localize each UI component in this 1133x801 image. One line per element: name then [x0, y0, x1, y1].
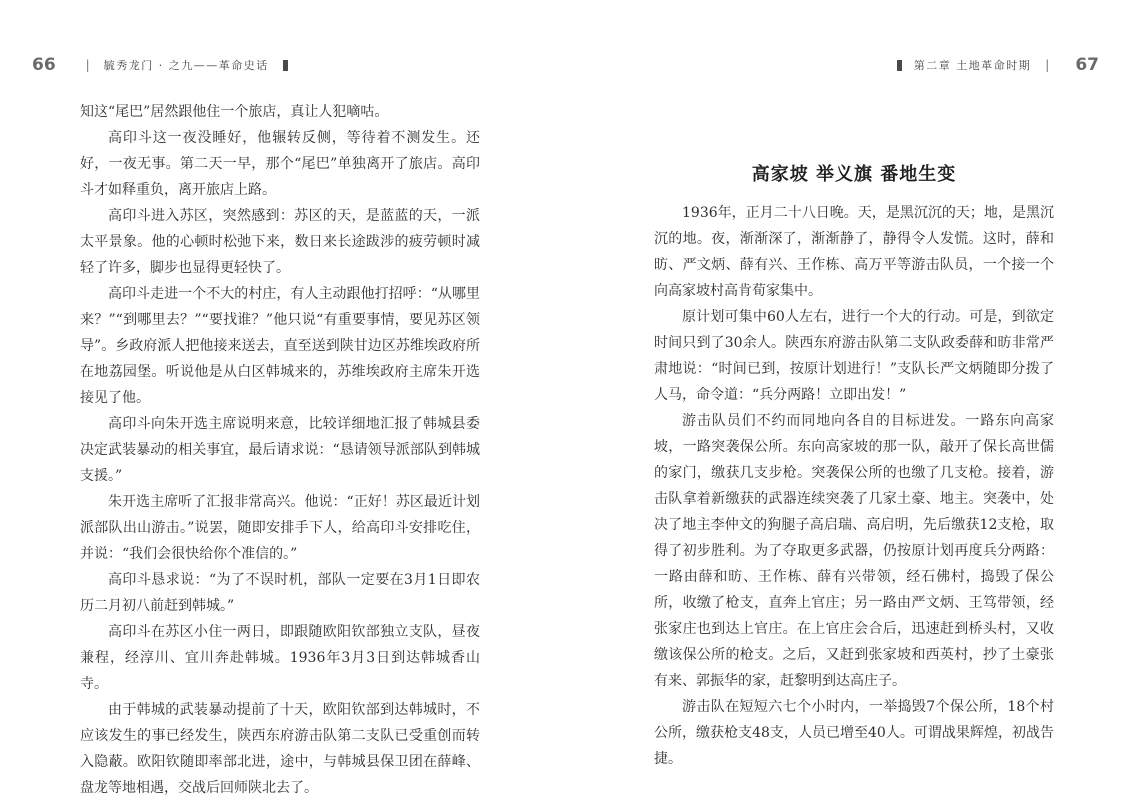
- left-paragraph-5: 高印斗向朱开选主席说明来意，比较详细地汇报了韩城县委决定武装暴动的相关事宜，最后请求说：“恳请领导派部队到韩城支援。”: [80, 416, 480, 484]
- right-running-head: [897, 54, 1099, 76]
- left-paragraph-6: 朱开选主席听了汇报非常高兴。他说：“正好！苏区最近计划派部队出山游击。”说罢，随即安排手下人，给高印斗安排吃住，并说：“我们会很快给你个准信的。”: [80, 494, 480, 562]
- left-paragraph-7: 高印斗恳求说：“为了不误时机，部队一定要在3月1日即农历二月初八前赶到韩城。”: [80, 572, 480, 614]
- left-paragraph-1: 知这“尾巴”居然跟他住一个旅店，真让人犯嘀咕。: [80, 104, 389, 120]
- right-paragraph-4: 游击队在短短六七个小时内，一举捣毁7个保公所，18个村公所，缴获枪支48支，人员已增至40人。可谓战果辉煌，初战告捷。: [654, 699, 1054, 767]
- chapter-title: 高家坡 举义旗 番地生变: [751, 164, 957, 185]
- right-header-separator: |: [1045, 58, 1050, 72]
- right-paragraph-2: 原计划可集中60人左右，进行一个大的行动。可是，到欲定时间只到了30余人。陕西东府游击队第二支队政委薛和昉非常严肃地说：“时间已到，按原计划进行！”支队长严文炳随即分拨了人马，命令道：“兵分两路！立即出发！”: [654, 309, 1054, 403]
- left-paragraph-9: 由于韩城的武装暴动提前了十天，欧阳钦部到达韩城时，不应该发生的事已经发生，陕西东府游击队第二支队已受重创而转入隐蔽。欧阳钦随即率部北进，途中，与韩城县保卫团在薛峰、盘龙等地相遇，交战后回师陕北去了。: [80, 702, 480, 796]
- left-paragraph-2: 高印斗这一夜没睡好，他辗转反侧，等待着不测发生。还好，一夜无事。第二天一早，那个“尾巴”单独离开了旅店。高印斗才如释重负，离开旅店上路。: [80, 130, 480, 198]
- left-paragraph-3: 高印斗进入苏区，突然感到：苏区的天，是蓝蓝的天，一派太平景象。他的心顿时松弛下来，数日来长途跋涉的疲劳顿时减轻了许多，脚步也显得更轻快了。: [80, 208, 480, 276]
- left-header-block-mark: [283, 60, 288, 71]
- right-body-text: [654, 200, 1054, 772]
- right-paragraph-1: 1936年，正月二十八日晚。天，是黑沉沉的天；地，是黑沉沉的地。夜，渐渐深了，渐渐静了，静得令人发慌。这时，薛和昉、严文炳、薛有兴、王作栋、高万平等游击队员，一个接一个向高家坡村高肯荀家集中。: [654, 205, 1054, 299]
- left-running-head: [32, 54, 288, 76]
- left-paragraph-8: 高印斗在苏区小住一两日，即跟随欧阳钦部独立支队，昼夜兼程，经淳川、宜川奔赴韩城。1936年3月3日到达韩城香山寺。: [80, 624, 480, 692]
- right-page: [566, 0, 1133, 799]
- left-paragraph-4: 高印斗走进一个不大的村庄，有人主动跟他打招呼：“从哪里来？”“到哪里去？”“要找谁？”他只说“有重要事情，要见苏区领导”。乡政府派人把他接来送去，直至送到陕甘边区苏维埃政府所在地荔园堡。听说他是从白区韩城来的，苏维埃政府主席朱开选接见了他。: [80, 286, 480, 406]
- left-running-title: 毓秀龙门 · 之九——革命史话: [103, 59, 269, 72]
- left-page: [0, 0, 566, 799]
- left-page-number: 66: [32, 55, 56, 75]
- right-page-number: 67: [1075, 55, 1099, 75]
- right-paragraph-3: 游击队员们不约而同地向各自的目标进发。一路东向高家坡，一路突袭保公所。东向高家坡的那一队，敲开了保长高世儒的家门，缴获几支步枪。突袭保公所的也缴了几支枪。接着，游击队拿着新缴获的武器连续突袭了几家土豪、地主。突袭中，处决了地主李仲文的狗腿子高启瑞、高启明，先后缴获12支枪，取得了初步胜利。为了夺取更多武器，仍按原计划再度兵分两路：一路由薛和昉、王作栋、薛有兴带领，经石佛村，捣毁了保公所，收缴了枪支，直奔上官庄；另一路由严文炳、王笃带领，经张家庄也到达上官庄。在上官庄会合后，迅速赶到桥头村，又收缴该保公所的枪支。之后，又赶到张家坡和西英村，抄了土豪张有来、郭振华的家，赶黎明到达高庄子。: [654, 413, 1054, 689]
- right-header-block-mark: [897, 60, 902, 71]
- left-header-separator: |: [85, 58, 90, 72]
- right-running-title: 第二章 土地革命时期: [913, 59, 1032, 72]
- left-body-text: [80, 99, 480, 801]
